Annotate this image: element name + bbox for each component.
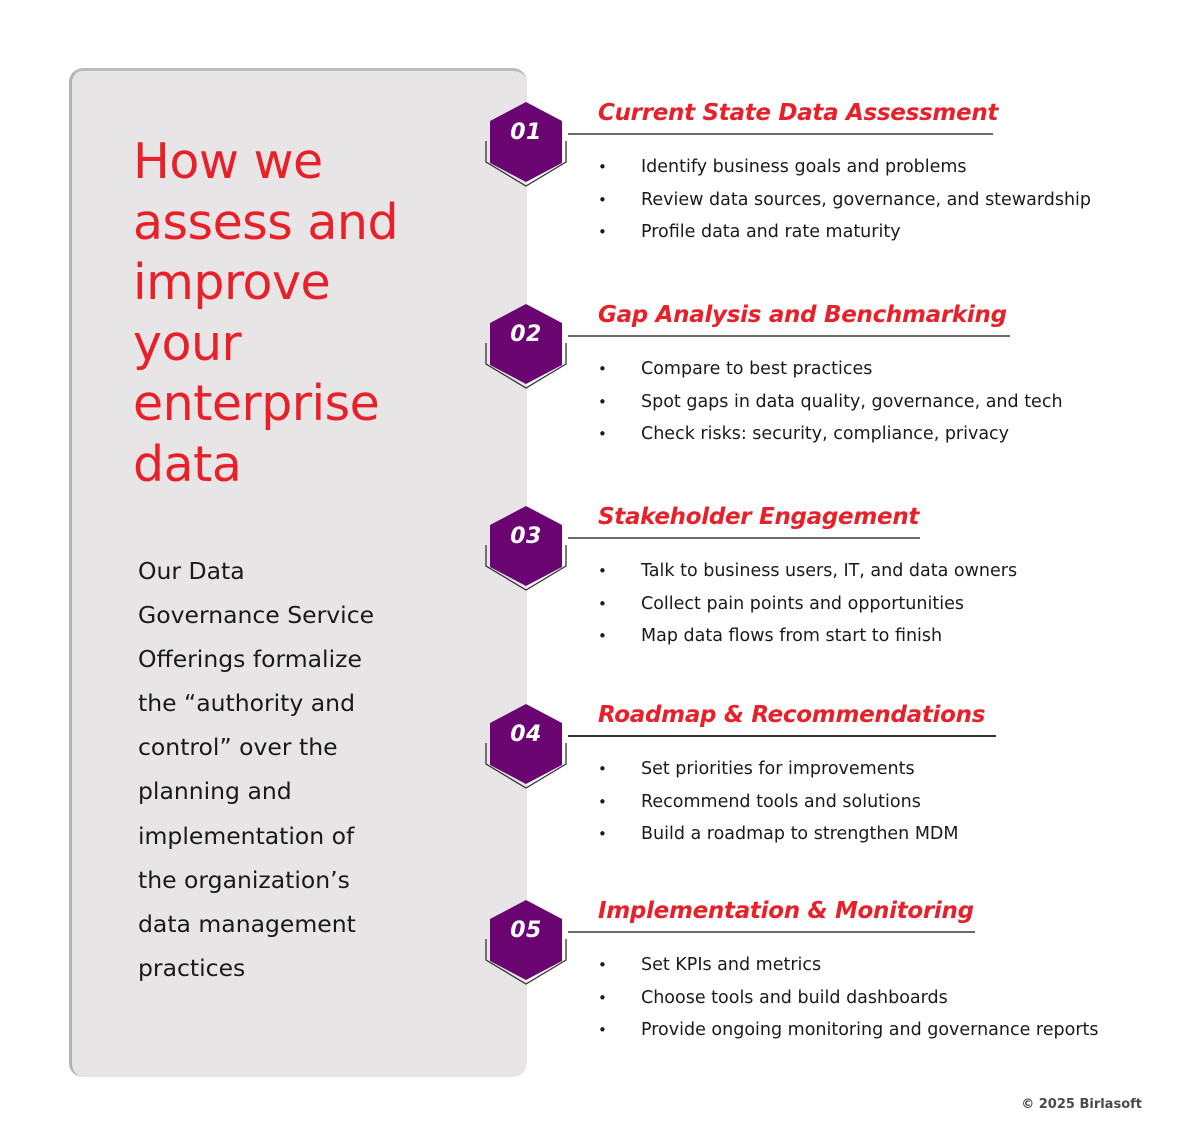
bullet-item: • Profile data and rate maturity: [598, 222, 901, 242]
bullet-item: • Choose tools and build dashboards: [598, 987, 948, 1008]
bullet-item: • Map data flows from start to finish: [598, 626, 943, 646]
description-line: implementation of: [138, 821, 355, 850]
description-line: data management: [138, 909, 356, 938]
headline-line: your: [133, 314, 242, 372]
description-line: Offerings formalize: [138, 645, 362, 674]
bullet-icon: •: [598, 988, 607, 1007]
description-line: control” over the: [138, 733, 338, 762]
bullet-icon: •: [598, 392, 607, 411]
description-paragraph: [138, 549, 438, 990]
bullet-item: • Provide ongoing monitoring and governance reports: [598, 1020, 1099, 1040]
bullet-list: [598, 559, 1017, 657]
bullet-icon: •: [598, 594, 607, 613]
bullet-icon: •: [598, 956, 607, 974]
title-divider: [568, 931, 975, 933]
description-line: planning and: [138, 777, 292, 806]
title-divider: [568, 735, 996, 737]
bullet-item: • Check risks: security, compliance, privacy: [598, 424, 1010, 444]
bullet-list: [598, 357, 1063, 455]
bullet-item: • Collect pain points and opportunities: [598, 593, 964, 614]
step-title: Roadmap & Recommendations: [598, 702, 986, 728]
title-divider: [568, 335, 1010, 337]
title-divider: [568, 537, 920, 539]
description-line: the “authority and: [138, 689, 355, 718]
bullet-item: • Compare to best practices: [598, 359, 873, 379]
step-number: 05: [510, 918, 542, 943]
description-line: Our Data: [138, 557, 245, 585]
headline-line: How we: [133, 133, 323, 190]
bullet-icon: •: [598, 562, 607, 580]
bullet-icon: •: [598, 627, 607, 645]
hexagon-badge-icon: [480, 302, 576, 398]
bullet-icon: •: [598, 190, 607, 209]
bullet-list: [598, 155, 1091, 253]
hexagon-badge-icon: [480, 504, 576, 600]
bullet-item: • Identify business goals and problems: [598, 157, 967, 177]
hexagon-badge-icon: [480, 100, 576, 196]
bullet-item: • Review data sources, governance, and stewardship: [598, 189, 1092, 210]
description-line: practices: [138, 953, 246, 982]
step-title: Gap Analysis and Benchmarking: [598, 302, 1007, 328]
step-title: Stakeholder Engagement: [598, 504, 920, 530]
bullet-icon: •: [598, 825, 607, 843]
step-title: Implementation & Monitoring: [598, 898, 974, 924]
bullet-item: • Talk to business users, IT, and data owners: [598, 561, 1018, 581]
bullet-item: • Build a roadmap to strengthen MDM: [598, 824, 959, 844]
description-line: the organization’s: [138, 865, 350, 894]
bullet-list: [598, 757, 959, 855]
bullet-icon: •: [598, 158, 607, 176]
step-number: 01: [510, 120, 542, 145]
hexagon-badge-icon: [480, 702, 576, 798]
bullet-icon: •: [598, 425, 607, 443]
headline-line: enterprise: [133, 375, 380, 432]
headline-line: data: [133, 435, 242, 493]
step-title: Current State Data Assessment: [598, 100, 999, 126]
hexagon-badge-icon: [480, 898, 576, 994]
bullet-item: • Spot gaps in data quality, governance, and tech: [598, 391, 1063, 412]
bullet-icon: •: [598, 360, 607, 378]
bullet-icon: •: [598, 223, 607, 241]
step-number: 03: [510, 524, 542, 549]
bullet-list: [598, 953, 1099, 1051]
copyright-notice: © 2025 Birlasoft: [1021, 1097, 1142, 1112]
bullet-item: • Set priorities for improvements: [598, 759, 915, 779]
bullet-icon: •: [598, 760, 607, 778]
bullet-item: • Set KPIs and metrics: [598, 955, 822, 975]
description-line: Governance Service: [138, 601, 375, 630]
bullet-item: • Recommend tools and solutions: [598, 791, 921, 812]
title-divider: [568, 133, 993, 135]
page-headline: [133, 132, 463, 495]
headline-line: improve: [133, 254, 331, 311]
headline-line: assess and: [133, 193, 399, 251]
step-number: 02: [510, 322, 542, 347]
step-number: 04: [510, 722, 542, 747]
bullet-icon: •: [598, 792, 607, 811]
bullet-icon: •: [598, 1021, 607, 1039]
